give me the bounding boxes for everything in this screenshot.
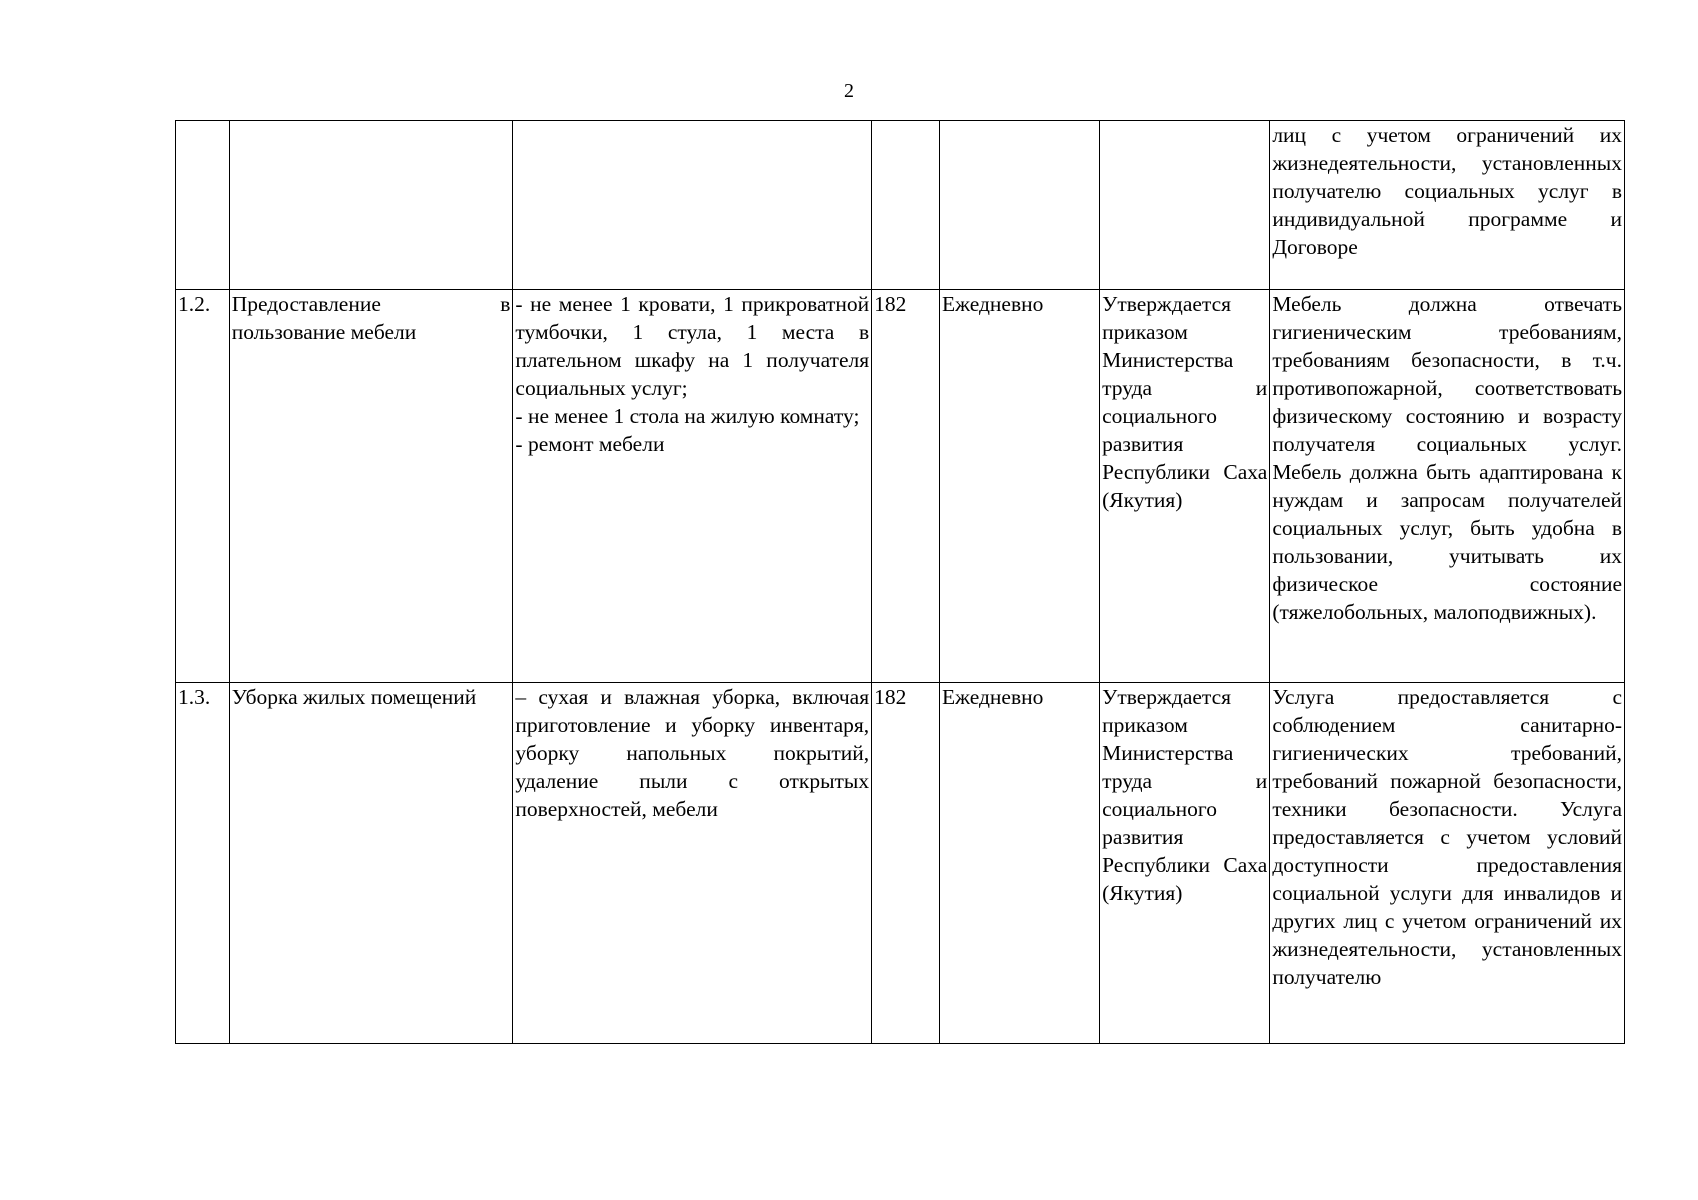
service-name-cell: Уборка жилых помещений [229,683,513,1044]
tariff-cell: Утверждается приказом Министерства труда и социального развития Республики Саха (Якутия) [1100,290,1270,683]
services-table [175,120,1625,1044]
row-number-cell: 1.3. [176,683,230,1044]
description-item: – сухая и влажная уборка, включая приготовление и уборку инвентаря, уборку напольных покрытий, удаление пыли с открытых поверхностей, мебели [515,685,870,821]
service-description-cell [513,121,872,290]
description-item: - не менее 1 кровати, 1 прикроватной тумбочки, 1 стула, 1 места в плательном шкафу на 1 получателя социальных услуг; [515,292,870,400]
service-name-cell: Предоставление в пользование мебели [229,290,513,683]
frequency-cell: Ежедневно [940,290,1100,683]
quality-cell: лиц с учетом ограничений их жизнедеятельности, установленных получателю социальных услуг в индивидуальной программе и Договоре [1270,121,1625,290]
tariff-cell [1100,121,1270,290]
table-row [176,683,1625,1044]
service-description-cell [513,290,872,683]
page-number: 2 [844,80,854,102]
frequency-cell [940,121,1100,290]
service-code-cell [872,121,940,290]
service-name-cell [229,121,513,290]
description-item: - ремонт мебели [515,432,665,456]
service-code-cell: 182 [872,683,940,1044]
row-number-cell: 1.2. [176,290,230,683]
description-item: - не менее 1 стола на жилую комнату; [515,404,860,428]
frequency-cell: Ежедневно [940,683,1100,1044]
service-description-cell [513,683,872,1044]
service-code-cell: 182 [872,290,940,683]
quality-cell: Услуга предоставляется с соблюдением санитарно-гигиенических требований, требований пожарной безопасности, техники безопасности. Услуга предоставляется с учетом условий доступности предоставления социальной услуги для инвалидов и других лиц с учетом ограничений их жизнедеятельности, установленных получателю [1270,683,1625,1044]
quality-cell: Мебель должна отвечать гигиеническим требованиям, требованиям безопасности, в т.ч. противопожарной, соответствовать физическому состоянию и возрасту получателя социальных услуг. Мебель должна быть адаптирована к нуждам и запросам получателей социальных услуг, быть удобна в пользовании, учитывать их физическое состояние (тяжелобольных, малоподвижных). [1270,290,1625,683]
tariff-cell: Утверждается приказом Министерства труда и социального развития Республики Саха (Якутия) [1100,683,1270,1044]
row-number-cell [176,121,230,290]
table-row [176,290,1625,683]
table-row [176,121,1625,290]
